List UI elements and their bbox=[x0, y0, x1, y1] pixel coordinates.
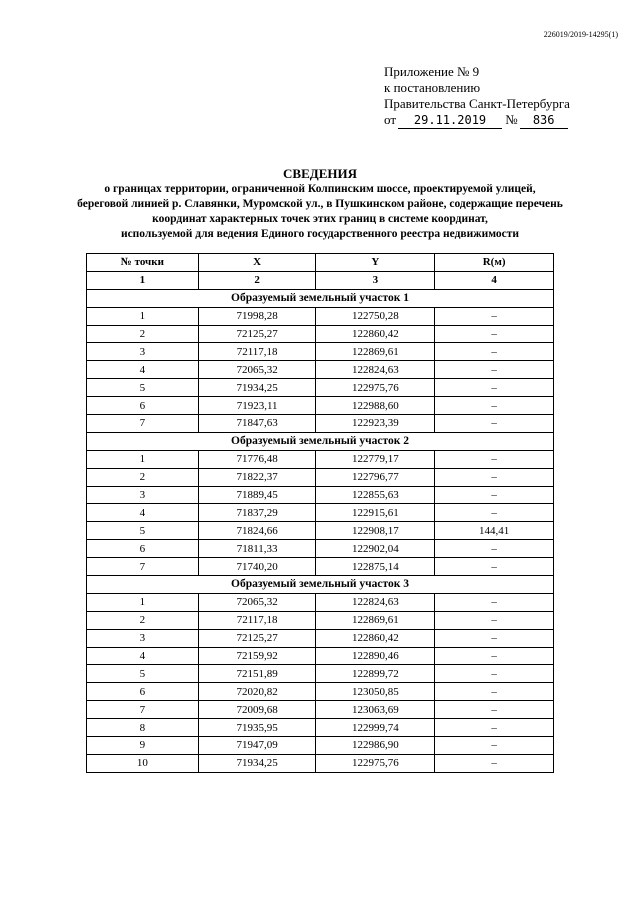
y-coordinate: 122988,60 bbox=[316, 397, 435, 415]
x-coordinate: 72065,32 bbox=[198, 361, 316, 379]
date-prefix: от bbox=[384, 112, 397, 127]
radius: – bbox=[435, 307, 554, 325]
table-row bbox=[87, 558, 554, 576]
header-x: X bbox=[198, 254, 316, 272]
y-coordinate: 122779,17 bbox=[316, 450, 435, 468]
table-row bbox=[87, 397, 554, 415]
table-row bbox=[87, 450, 554, 468]
x-coordinate: 71935,95 bbox=[198, 719, 316, 737]
radius: – bbox=[435, 719, 554, 737]
resolution-number: 836 bbox=[520, 113, 568, 129]
table-row bbox=[87, 522, 554, 540]
radius: – bbox=[435, 629, 554, 647]
point-number: 2 bbox=[87, 468, 199, 486]
x-coordinate: 72159,92 bbox=[198, 647, 316, 665]
table-row bbox=[87, 325, 554, 343]
x-coordinate: 71934,25 bbox=[198, 754, 316, 772]
radius: – bbox=[435, 397, 554, 415]
y-coordinate: 122908,17 bbox=[316, 522, 435, 540]
table-row bbox=[87, 504, 554, 522]
point-number: 5 bbox=[87, 522, 199, 540]
column-number: 2 bbox=[198, 271, 316, 289]
appendix-block bbox=[384, 64, 570, 129]
y-coordinate: 122875,14 bbox=[316, 558, 435, 576]
point-number: 6 bbox=[87, 540, 199, 558]
table-body bbox=[87, 271, 554, 772]
point-number: 9 bbox=[87, 737, 199, 755]
table-row bbox=[87, 647, 554, 665]
table-row bbox=[87, 468, 554, 486]
radius: – bbox=[435, 415, 554, 433]
radius: – bbox=[435, 701, 554, 719]
coordinates-table bbox=[86, 253, 554, 773]
radius: – bbox=[435, 737, 554, 755]
point-number: 6 bbox=[87, 683, 199, 701]
point-number: 2 bbox=[87, 611, 199, 629]
point-number: 10 bbox=[87, 754, 199, 772]
section-title: Образуемый земельный участок 3 bbox=[87, 576, 554, 594]
heading-line-4: используемой для ведения Единого государственного реестра недвижимости bbox=[120, 228, 520, 240]
table-row bbox=[87, 737, 554, 755]
x-coordinate: 71824,66 bbox=[198, 522, 316, 540]
y-coordinate: 122975,76 bbox=[316, 379, 435, 397]
y-coordinate: 123063,69 bbox=[316, 701, 435, 719]
column-number: 3 bbox=[316, 271, 435, 289]
y-coordinate: 123050,85 bbox=[316, 683, 435, 701]
column-number-row bbox=[87, 271, 554, 289]
point-number: 2 bbox=[87, 325, 199, 343]
radius: – bbox=[435, 468, 554, 486]
y-coordinate: 122824,63 bbox=[316, 593, 435, 611]
point-number: 6 bbox=[87, 397, 199, 415]
table-row bbox=[87, 540, 554, 558]
y-coordinate: 122975,76 bbox=[316, 754, 435, 772]
y-coordinate: 122824,63 bbox=[316, 361, 435, 379]
table-row bbox=[87, 701, 554, 719]
number-prefix: № bbox=[505, 112, 518, 127]
x-coordinate: 71998,28 bbox=[198, 307, 316, 325]
table-row bbox=[87, 665, 554, 683]
table-row bbox=[87, 683, 554, 701]
point-number: 5 bbox=[87, 379, 199, 397]
y-coordinate: 122999,74 bbox=[316, 719, 435, 737]
y-coordinate: 122860,42 bbox=[316, 629, 435, 647]
x-coordinate: 72009,68 bbox=[198, 701, 316, 719]
heading-line-2: береговой линией р. Славянки, Муромской ул., в Пушкинском районе, содержащие перечень bbox=[77, 198, 563, 210]
radius: – bbox=[435, 450, 554, 468]
y-coordinate: 122890,46 bbox=[316, 647, 435, 665]
document-heading bbox=[20, 166, 620, 242]
section-row bbox=[87, 576, 554, 594]
x-coordinate: 71934,25 bbox=[198, 379, 316, 397]
y-coordinate: 122860,42 bbox=[316, 325, 435, 343]
radius: – bbox=[435, 665, 554, 683]
appendix-date-line bbox=[384, 112, 570, 129]
y-coordinate: 122750,28 bbox=[316, 307, 435, 325]
point-number: 4 bbox=[87, 504, 199, 522]
radius: – bbox=[435, 379, 554, 397]
table-row bbox=[87, 611, 554, 629]
x-coordinate: 72117,18 bbox=[198, 611, 316, 629]
x-coordinate: 71740,20 bbox=[198, 558, 316, 576]
y-coordinate: 122796,77 bbox=[316, 468, 435, 486]
x-coordinate: 71923,11 bbox=[198, 397, 316, 415]
point-number: 3 bbox=[87, 486, 199, 504]
y-coordinate: 122869,61 bbox=[316, 343, 435, 361]
point-number: 5 bbox=[87, 665, 199, 683]
column-number: 1 bbox=[87, 271, 199, 289]
x-coordinate: 72117,18 bbox=[198, 343, 316, 361]
appendix-line-2: к постановлению bbox=[384, 80, 481, 95]
heading-line-1: о границах территории, ограниченной Колпинским шоссе, проектируемой улицей, bbox=[104, 183, 536, 195]
section-title: Образуемый земельный участок 1 bbox=[87, 289, 554, 307]
x-coordinate: 71776,48 bbox=[198, 450, 316, 468]
radius: – bbox=[435, 486, 554, 504]
heading-line-3: координат характерных точек этих границ в системе координат, bbox=[152, 213, 488, 225]
y-coordinate: 122915,61 bbox=[316, 504, 435, 522]
header-r: R(м) bbox=[435, 254, 554, 272]
y-coordinate: 122923,39 bbox=[316, 415, 435, 433]
x-coordinate: 72125,27 bbox=[198, 629, 316, 647]
header-row bbox=[87, 254, 554, 272]
x-coordinate: 71811,33 bbox=[198, 540, 316, 558]
table-row bbox=[87, 307, 554, 325]
radius: – bbox=[435, 754, 554, 772]
x-coordinate: 72020,82 bbox=[198, 683, 316, 701]
table-row bbox=[87, 415, 554, 433]
table-row bbox=[87, 719, 554, 737]
section-row bbox=[87, 289, 554, 307]
table-row bbox=[87, 486, 554, 504]
radius: – bbox=[435, 361, 554, 379]
y-coordinate: 122855,63 bbox=[316, 486, 435, 504]
table-row bbox=[87, 361, 554, 379]
section-title: Образуемый земельный участок 2 bbox=[87, 432, 554, 450]
radius: 144,41 bbox=[435, 522, 554, 540]
column-number: 4 bbox=[435, 271, 554, 289]
point-number: 3 bbox=[87, 629, 199, 647]
x-coordinate: 71837,29 bbox=[198, 504, 316, 522]
x-coordinate: 71847,63 bbox=[198, 415, 316, 433]
x-coordinate: 72125,27 bbox=[198, 325, 316, 343]
point-number: 3 bbox=[87, 343, 199, 361]
point-number: 1 bbox=[87, 450, 199, 468]
radius: – bbox=[435, 683, 554, 701]
point-number: 1 bbox=[87, 593, 199, 611]
y-coordinate: 122899,72 bbox=[316, 665, 435, 683]
radius: – bbox=[435, 540, 554, 558]
radius: – bbox=[435, 343, 554, 361]
x-coordinate: 71889,45 bbox=[198, 486, 316, 504]
table-row bbox=[87, 593, 554, 611]
document-number: 226019/2019-14295(1) bbox=[543, 30, 618, 39]
point-number: 7 bbox=[87, 558, 199, 576]
appendix-line-1: Приложение № 9 bbox=[384, 64, 480, 79]
table-row bbox=[87, 343, 554, 361]
radius: – bbox=[435, 593, 554, 611]
point-number: 1 bbox=[87, 307, 199, 325]
point-number: 7 bbox=[87, 701, 199, 719]
point-number: 4 bbox=[87, 361, 199, 379]
table-row bbox=[87, 629, 554, 647]
y-coordinate: 122902,04 bbox=[316, 540, 435, 558]
y-coordinate: 122986,90 bbox=[316, 737, 435, 755]
table-row bbox=[87, 754, 554, 772]
radius: – bbox=[435, 504, 554, 522]
x-coordinate: 71822,37 bbox=[198, 468, 316, 486]
resolution-date: 29.11.2019 bbox=[398, 113, 502, 129]
radius: – bbox=[435, 325, 554, 343]
y-coordinate: 122869,61 bbox=[316, 611, 435, 629]
header-y: Y bbox=[316, 254, 435, 272]
heading-title: СВЕДЕНИЯ bbox=[283, 166, 357, 181]
appendix-line-3: Правительства Санкт-Петербурга bbox=[384, 96, 570, 111]
radius: – bbox=[435, 611, 554, 629]
radius: – bbox=[435, 558, 554, 576]
section-row bbox=[87, 432, 554, 450]
x-coordinate: 71947,09 bbox=[198, 737, 316, 755]
header-point: № точки bbox=[87, 254, 199, 272]
point-number: 7 bbox=[87, 415, 199, 433]
x-coordinate: 72065,32 bbox=[198, 593, 316, 611]
radius: – bbox=[435, 647, 554, 665]
x-coordinate: 72151,89 bbox=[198, 665, 316, 683]
point-number: 4 bbox=[87, 647, 199, 665]
point-number: 8 bbox=[87, 719, 199, 737]
table-row bbox=[87, 379, 554, 397]
